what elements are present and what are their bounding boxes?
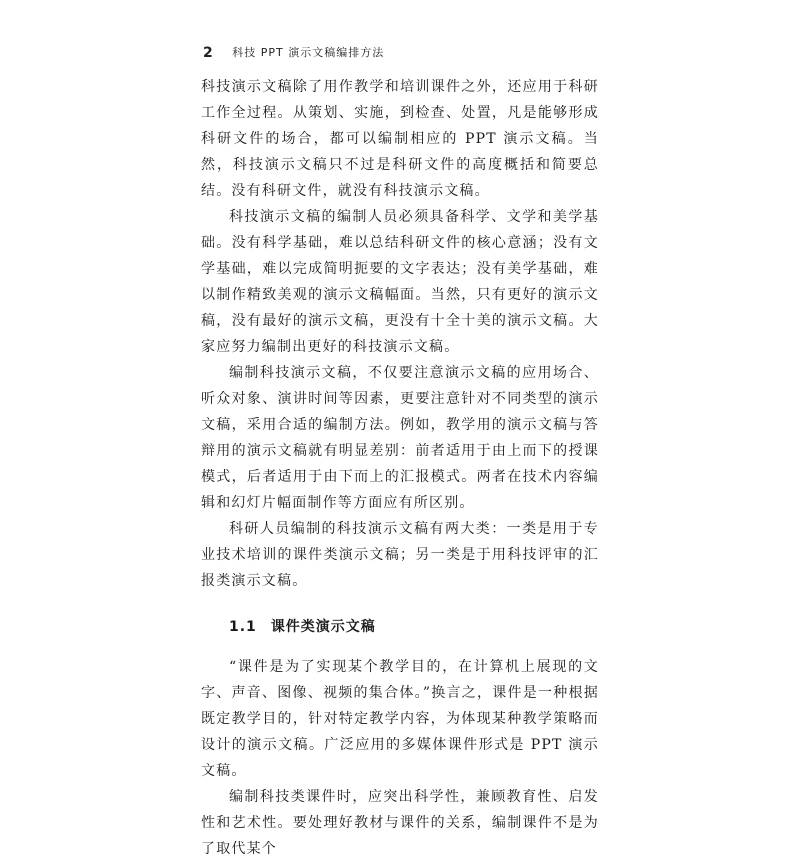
page-number: 2: [203, 45, 214, 61]
running-header: [203, 44, 384, 61]
section-number: 1.1: [229, 619, 257, 635]
paragraph: 科研人员编制的科技演示文稿有两大类：一类是用于专业技术培训的课件类演示文稿；另一类是于用科技评审的汇报类演示文稿。: [201, 521, 599, 589]
page-body: [201, 74, 599, 862]
running-title: 科技 PPT 演示文稿编排方法: [232, 46, 385, 59]
paragraph: “课件是为了实现某个教学目的，在计算机上展现的文字、声音、图像、视频的集合体。”换言之，课件是一种根据既定教学目的，针对特定教学内容，为体现某种教学策略而设计的演示文稿。广泛应用的多媒体课件形式是 PPT 演示文稿。: [201, 659, 599, 779]
paragraph: 编制科技演示文稿，不仅要注意演示文稿的应用场合、听众对象、演讲时间等因素，更要注意针对不同类型的演示文稿，采用合适的编制方法。例如，教学用的演示文稿与答辩用的演示文稿就有明显差别：前者适用于由上而下的授课模式，后者适用于由下而上的汇报模式。两者在技术内容编辑和幻灯片幅面制作等方面应有所区别。: [201, 365, 599, 511]
paragraph: 编制科技类课件时，应突出科学性，兼顾教育性、启发性和艺术性。要处理好教材与课件的关系，编制课件不是为了取代某个: [201, 789, 599, 857]
paragraph: 科技演示文稿的编制人员必须具备科学、文学和美学基础。没有科学基础，难以总结科研文件的核心意涵；没有文学基础，难以完成简明扼要的文字表达；没有美学基础，难以制作精致美观的演示文稿幅面。当然，只有更好的演示文稿，没有最好的演示文稿，更没有十全十美的演示文稿。大家应努力编制出更好的科技演示文稿。: [201, 209, 599, 355]
paragraph: 科技演示文稿除了用作教学和培训课件之外，还应用于科研工作全过程。从策划、实施，到检查、处置，凡是能够形成科研文件的场合，都可以编制相应的 PPT 演示文稿。当然，科技演示文稿只不过是科研文件的高度概括和简要总结。没有科研文件，就没有科技演示文稿。: [201, 79, 599, 199]
section-heading: [201, 600, 599, 654]
section-title: 课件类演示文稿: [270, 619, 376, 635]
